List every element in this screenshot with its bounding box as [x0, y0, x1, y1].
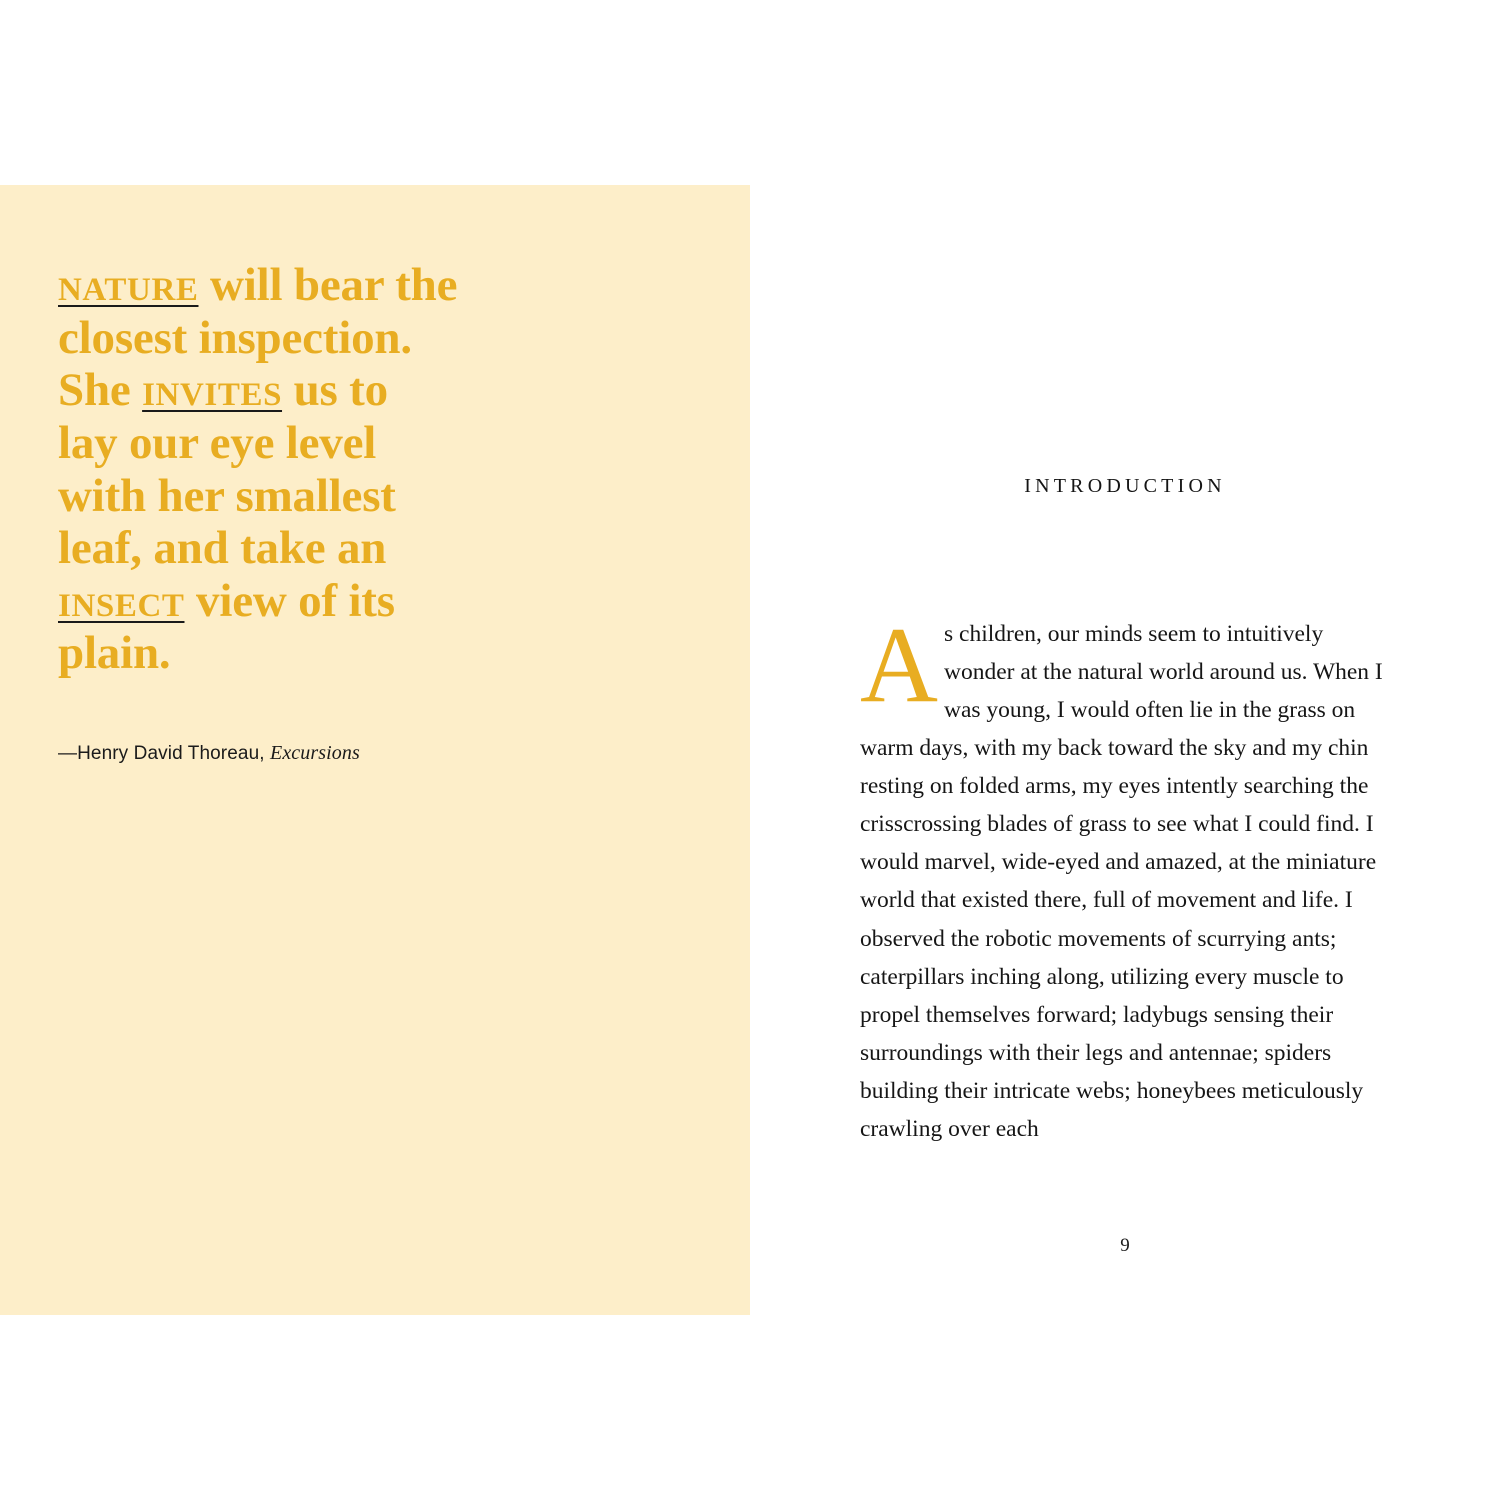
quote-word-invites: INVITES	[142, 377, 283, 414]
chapter-heading: INTRODUCTION	[1024, 475, 1226, 497]
quote-text-part-1: will bear the closest inspection. She	[58, 259, 458, 417]
pull-quote	[58, 247, 458, 680]
body-text-column	[860, 606, 1390, 1148]
page-number: 9	[1120, 1235, 1130, 1256]
quote-attribution	[58, 742, 690, 765]
drop-cap: A	[860, 606, 938, 725]
quote-word-nature: NATURE	[58, 272, 199, 308]
quote-word-insect: INSECT	[58, 587, 185, 624]
quote-text-part-2: us to lay our eye level with her smallest leaf, and take an	[58, 364, 396, 575]
right-page	[750, 185, 1500, 1315]
quote-text-part-3: view of its plain.	[58, 574, 395, 680]
quote-source-work: Excursions	[270, 742, 360, 764]
quote-author: —Henry David Thoreau,	[58, 743, 265, 764]
left-page	[0, 185, 750, 1315]
body-paragraph: s children, our minds seem to intuitively wonder at the natural world around us. When I was young, I would often lie in the grass on warm days, with my back toward the sky and my chin resting on folded arms, my eyes intently searching the crisscrossing blades of grass to see what I could find. I would marvel, wide-eyed and amazed, at the miniature world that existed there, full of movement and life. I observed the robotic movements of scurrying ants; caterpillars inching along, utilizing every muscle to propel themselves forward; ladybugs sensing their surroundings with their legs and antennae; spiders building their intricate webs; honeybees meticulously crawling over each	[860, 621, 1383, 1142]
